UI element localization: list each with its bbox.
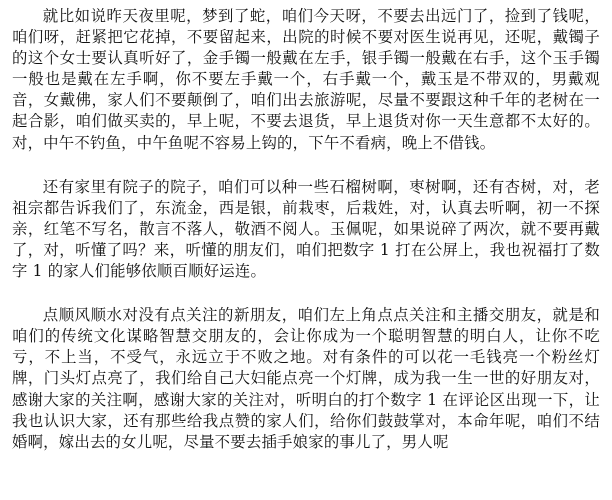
paragraph-1: 就比如说昨天夜里呢，梦到了蛇，咱们今天呀，不要去出远门了，捡到了钱呢，咱们呀，赶紧把它花掉，不要留起来，出院的时候不要对医生说再见，还呢，戴镯子的这个女士要认真听好了，金手镯一般戴在左手，银手镯一般戴在右手，这个玉手镯一般也是戴在左手啊，你不要左手戴一个，右手戴一个，戴玉是不带双的，男戴观音，女戴佛，家人们不要颠倒了，咱们出去旅游呢，尽量不要跟这种千年的老树在一起合影，咱们做买卖的，早上呢，不要去退货，早上退货对你一天生意都不太好的。对，中午不钓鱼，中午鱼呢不容易上钩的，下午不看病，晚上不借钱。 bbox=[12, 7, 600, 152]
paragraph-2: 还有家里有院子的院子，咱们可以种一些石榴树啊，枣树啊，还有杏树，对，老祖宗都告诉我们了，东流金，西是银，前栽枣，后栽姓，对，认真去听啊，初一不探亲，红笔不写名，散言不落人，敬酒不阅人。玉佩呢，如果说碎了两次，就不要再戴了，对，听懂了吗？来，听懂的朋友们，咱们把数字 1 打在公屏上，我也祝福打了数字 1 的家人们能够依顺百顺好运连。 bbox=[12, 177, 600, 281]
document-body bbox=[12, 6, 600, 453]
paragraph-3: 点顺风顺水对没有点关注的新朋友，咱们左上角点点关注和主播交朋友，就是和咱们的传统文化谋略智慧交朋友的，会让你成为一个聪明智慧的明白人，让你不吃亏，不上当，不受气，永远立于不败之地。对有条件的可以花一毛钱亮一个粉丝灯牌，门头灯点亮了，我们给自己大妇能点亮一个灯牌，成为我一生一世的好朋友对，感谢大家的关注啊，感谢大家的关注对，听明白的打个数字 1 在评论区出现一下，让我也认识大家，还有那些给我点赞的家人们，给你们鼓鼓掌对，本命年呢，咱们不结婚啊，嫁出去的女儿呢，尽量不要去插手娘家的事儿了，男人呢 bbox=[12, 306, 600, 451]
